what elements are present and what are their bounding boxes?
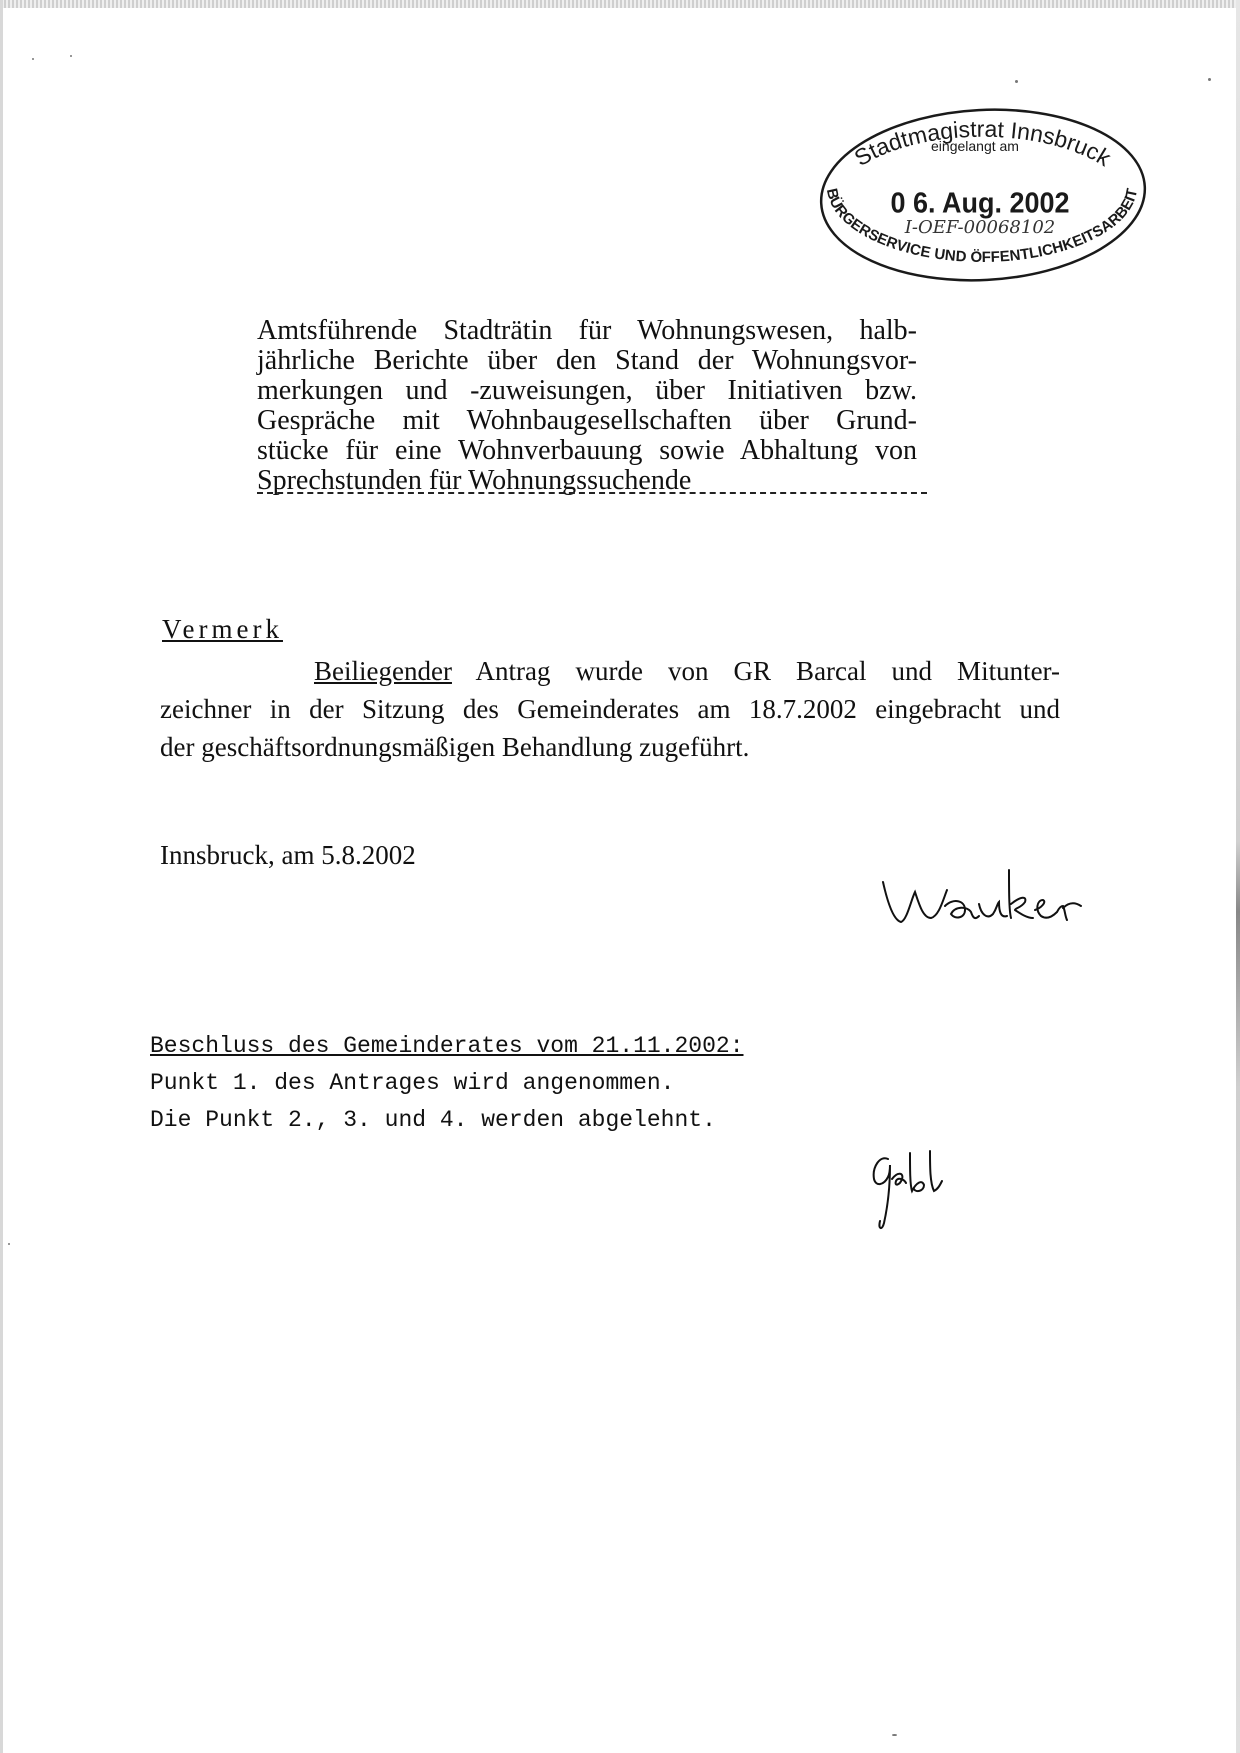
stamp-received-label: eingelangt am [931,138,1019,154]
place-date: Innsbruck, am 5.8.2002 [160,840,416,870]
stamp-date: 0 6. Aug. 2002 [890,186,1070,219]
note-line-1-rest: Antrag wurde von GR Barcal und Mitunter- [475,656,1060,686]
note-line: zeichner in der Sitzung des Gemeinderates am 18.7.2002 eingebracht und [160,694,1060,724]
decision-line-2: Die Punkt 2., 3. und 4. werden abgelehnt. [150,1107,716,1133]
scan-speck [8,1243,10,1245]
subject-heading [257,316,917,496]
scan-edge-right [1236,0,1240,1753]
scan-speck [70,55,72,57]
note-first-word: Beiliegender [314,656,452,686]
signature-wauker [875,860,1095,940]
subject-line: stücke für eine Wohnverbauung sowie Abhaltung von [257,435,917,466]
scan-edge-left [0,0,3,1753]
scan-speck [892,1734,897,1736]
subject-line: jährliche Berichte über den Stand der Wohnungsvor- [257,345,917,376]
received-stamp [815,95,1150,295]
subject-line: Sprechstunden für Wohnungssuchende [257,465,692,496]
scan-speck [1015,80,1018,83]
subject-line: Gespräche mit Wohnbaugesellschaften über Grund- [257,405,917,436]
decision-title: Beschluss des Gemeinderates vom 21.11.2002: [150,1033,744,1059]
note-title: Vermerk [162,614,283,644]
decision-line-1: Punkt 1. des Antrages wird angenommen. [150,1070,675,1096]
signature-gabl [860,1145,960,1235]
stamp-handwritten-number: I-OEF-00068102 [904,217,1056,238]
stamp-organization: Stadtmagistrat Innsbruck [849,115,1116,172]
note-line [160,652,1060,690]
note-body [160,652,1060,766]
stamp-department: BÜRGERSERVICE UND ÖFFENTLICHKEITSARBEIT [822,186,1142,267]
dashed-divider [257,492,927,494]
subject-line: Amtsführende Stadträtin für Wohnungswesen, halb- [257,315,917,346]
scan-speck [32,58,34,60]
subject-line: merkungen und -zuweisungen, über Initiativen bzw. [257,375,917,406]
scan-speck [1208,78,1211,81]
scan-edge-top [0,0,1240,8]
note-line: der geschäftsordnungsmäßigen Behandlung zugeführt. [160,732,750,762]
